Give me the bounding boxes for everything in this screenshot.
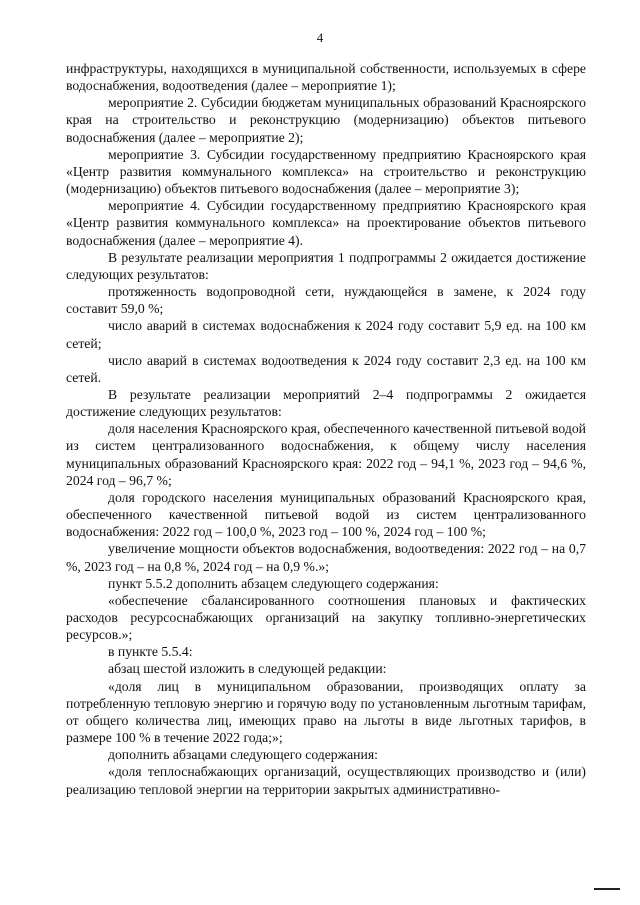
paragraph-8: число аварий в системах водоотведения к 2024 году составит 2,3 ед. на 100 км сетей. [66, 352, 586, 385]
paragraph-6: протяженность водопроводной сети, нуждающейся в замене, к 2024 году составит 59,0 %; [66, 284, 586, 317]
page-number: 4 [316, 30, 324, 45]
paragraph-10: доля населения Красноярского края, обеспеченного качественной питьевой водой из систем централизованного водоснабжения, к общему числу населения муниципальных образований Красноярского края: 2022 год – 94,1 %, 2023 год – 94,6 %, 2024 год – 96,7 %; [66, 421, 586, 488]
paragraph-13: пункт 5.5.2 дополнить абзацем следующего содержания: [108, 575, 439, 591]
paragraph-17: «доля лиц в муниципальном образовании, производящих оплату за потребленную тепловую энергию и горячую воду по установленным льготным тарифам, от общего количества лиц, имеющих право на льготы в виде льготных тарифов, в размере 100 % в течение 2022 года;»; [66, 678, 586, 746]
paragraph-3: мероприятие 3. Субсидии государственному предприятию Красноярского края «Центр развития коммунального комплекса» на строительство и реконструкцию (модернизацию) объектов питьевого водоснабжения (далее – мероприятие 3); [66, 146, 586, 197]
paragraph-11: доля городского населения муниципальных образований Красноярского края, обеспеченного качественной питьевой водой из систем централизованного водоснабжения: 2022 год – 100,0 %, 2023 год – 100 %, 2024 год – 100 %; [66, 489, 586, 540]
paragraph-19: «доля теплоснабжающих организаций, осуществляющих производство и (или) реализацию тепловой энергии на территории закрытых административно- [66, 764, 586, 797]
paragraph-14: «обеспечение сбалансированного соотношения плановых и фактических расходов ресурсоснабжающих организаций на закупку топливно-энергетических ресурсов.»; [66, 592, 586, 643]
paragraph-12: увеличение мощности объектов водоснабжения, водоотведения: 2022 год – на 0,7 %, 2023 год – на 0,8 %, 2024 год – на 0,9 %.»; [66, 541, 586, 574]
paragraph-7: число аварий в системах водоснабжения к 2024 году составит 5,9 ед. на 100 км сетей; [66, 318, 586, 351]
paragraph-15: в пункте 5.5.4: [108, 644, 193, 660]
paragraph-18: дополнить абзацами следующего содержания: [108, 747, 378, 763]
paragraph-2: мероприятие 2. Субсидии бюджетам муниципальных образований Красноярского края на строительство и реконструкцию (модернизацию) объектов питьевого водоснабжения (далее – мероприятие 2); [66, 95, 586, 145]
paragraph-4: мероприятие 4. Субсидии государственному предприятию Красноярского края «Центр развития коммунального комплекса» на проектирование объектов питьевого водоснабжения (далее – мероприятие 4). [66, 198, 586, 248]
paragraph-16: абзац шестой изложить в следующей редакции: [108, 661, 387, 677]
paragraph-9: В результате реализации мероприятий 2–4 подпрограммы 2 ожидается достижение следующих результатов: [66, 386, 586, 420]
paragraph-1: инфраструктуры, находящихся в муниципальной собственности, используемых в сфере водоснабжения, водоотведения (далее – мероприятие 1); [66, 61, 586, 94]
scan-edge-mark [594, 888, 620, 890]
paragraph-5: В результате реализации мероприятия 1 подпрограммы 2 ожидается достижение следующих результатов: [66, 249, 586, 282]
document-body [66, 60, 586, 798]
